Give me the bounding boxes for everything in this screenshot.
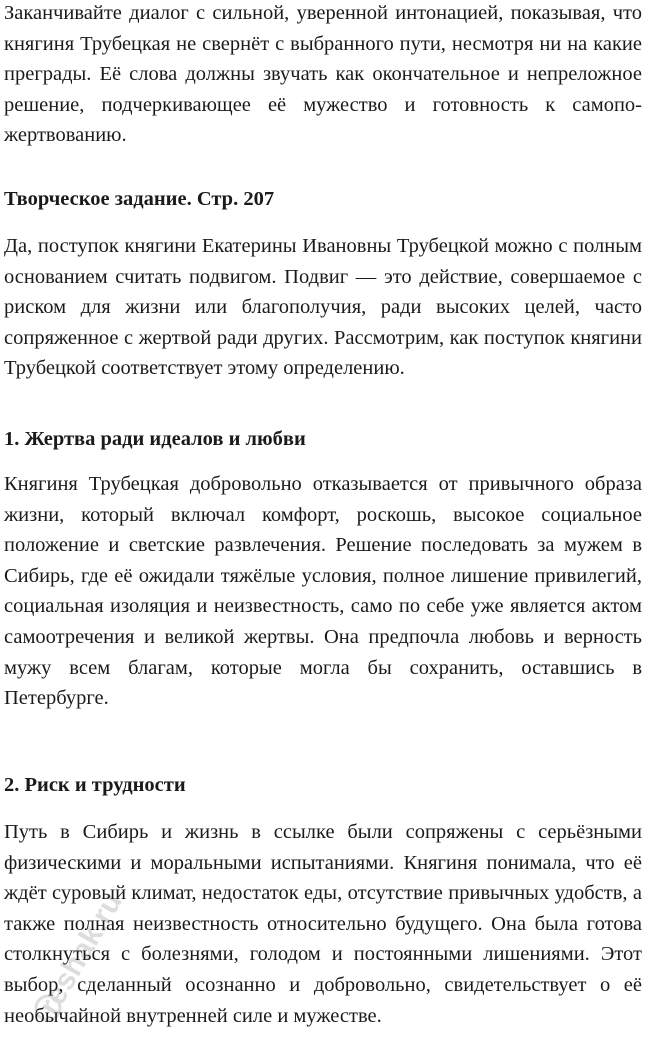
section-heading-sacrifice: 1. Жертва ради идеалов и любви: [4, 428, 306, 450]
section-paragraph-risk: Путь в Сибирь и жизнь в ссылке были сопряжены с серьёзными физическими и моральными испытаниями. Княгиня понимала, что её ждёт суровый климат, недостаток еды, отсутствие привычных удобств, а также полная неизвестность относительно будущего. Она была готова столкнуться с болезнями, голодом и постоянными лишениями. Этот выбор, сделанный осознанно и добровольно, свидетельствует о её необычайной внутренней силе и мужестве.: [4, 821, 642, 1027]
watermark-text: reshak.ru: [32, 887, 129, 1021]
section-paragraph-creative-task: Да, поступок княгини Екатерины Ивановны Трубецкой можно с полным основанием считать подвигом. Подвиг — это действие, совершаемое с риском для жизни или благополучия, ради высоких целей, часто сопряженное с жертвой ради других. Рассмотрим, как поступок княгини Трубецкой соответствует этому определению.: [4, 235, 642, 380]
intro-paragraph: Заканчивайте диалог с сильной, уверенной интонацией, показывая, что княгиня Трубецкая не свернёт с выбранного пути, несмотря ни на какие преграды. Её слова должны звучать как окончательное и непреложное решение, подчеркивающее её мужество и готовность к самопо-жертвованию.: [4, 2, 642, 147]
section-heading-risk: 2. Риск и трудности: [4, 774, 186, 796]
section-paragraph-sacrifice: Княгиня Трубецкая добровольно отказывается от привычного образа жизни, который включал комфорт, роскошь, высокое социальное положение и светские развлечения. Решение последовать за мужем в Сибирь, где её ожидали тяжёлые условия, полное лишение привилегий, социальная изоляция и неизвестность, само по себе уже является актом самоотречения и великой жертвы. Она предпочла любовь и верность мужу всем благам, которые могла бы сохранить, оставшись в Петербурге.: [4, 473, 642, 710]
section-heading-creative-task: Творческое задание. Стр. 207: [4, 188, 275, 210]
